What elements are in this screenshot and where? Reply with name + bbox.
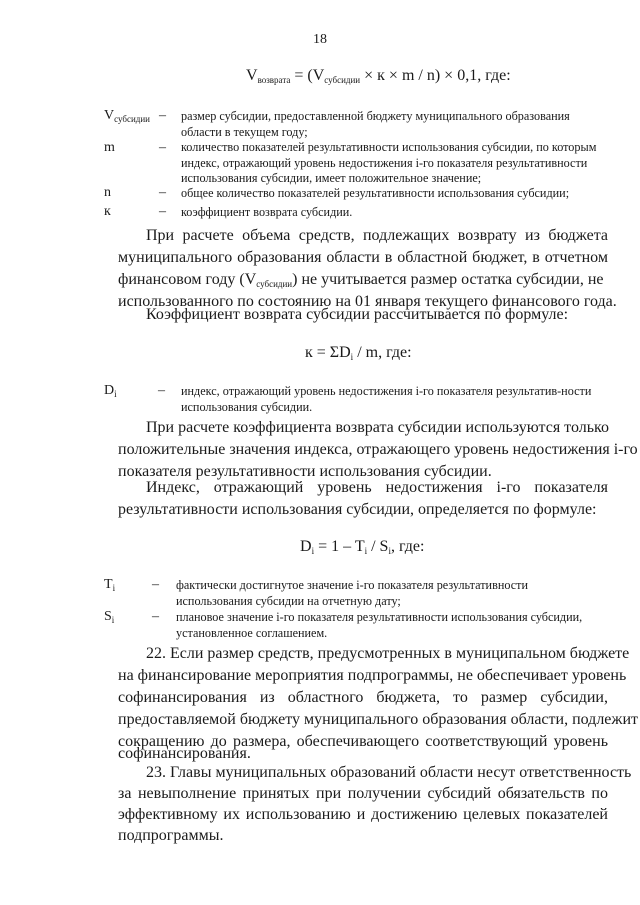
formula-symbol: V <box>246 67 258 84</box>
definition-text: размер субсидии, предоставленной бюджету муниципального образования области в текущем году; <box>181 109 570 139</box>
definition-dash: – <box>152 609 159 624</box>
definition-dash: – <box>159 204 166 219</box>
definition-dash: – <box>152 577 159 592</box>
paragraph-line: Индекс, отражающий уровень недостижения i-го показателя <box>146 479 608 496</box>
page-number: 18 <box>313 32 327 47</box>
paragraph-line: При расчете коэффициента возврата субсидии используются только <box>146 419 609 436</box>
definition-text: плановое значение i-го показателя результативности использования субсидии, установленное соглашением. <box>176 610 583 640</box>
formula-text: × к × m / n) × 0,1, где: <box>360 67 511 84</box>
definition-text: количество показателей результативности использования субсидии, по которым индекс, отражающий уровень недостижения i-го показателя результативности использования субсидии, имеет положительное значение; <box>181 140 597 185</box>
definition-symbol: $V_{субсидии}$ <box>104 108 150 124</box>
definition-text: фактически достигнутое значение i-го показателя результативности использования субсидии на отчетную дату; <box>176 578 529 608</box>
definition-symbol: $T_i$ <box>104 577 116 593</box>
paragraph-line: финансовом году $(V_{субсидии})$ не учитывается размер остатка субсидии, не <box>118 271 604 289</box>
formula-subscript: субсидии <box>324 75 361 85</box>
paragraph-line: Коэффициент возврата субсидии рассчитывается по формуле: <box>146 306 569 323</box>
definition-symbol: $D_i$ <box>104 383 117 399</box>
definition-symbol: к <box>104 204 111 219</box>
definition-symbol: $S_i$ <box>104 609 115 625</box>
paragraph-line: положительные значения индекса, отражающего уровень недостижения i-го <box>118 441 638 458</box>
formula-coefficient: $к = \Sigma D_i / m$, где: <box>305 344 412 362</box>
definition-text: общее количество показателей результативности использования субсидии; <box>181 186 570 200</box>
formula-text: = (V <box>290 67 325 84</box>
paragraph-line: на финансирование мероприятия подпрограммы, не обеспечивает уровень <box>118 667 627 684</box>
definition-dash: – <box>158 383 165 398</box>
paragraph-line: использованного по состоянию на 01 января текущего финансового года. <box>118 293 617 310</box>
paragraph-line: При расчете объема средств, подлежащих возврату из бюджета <box>146 227 608 244</box>
definition-dash: – <box>159 185 166 200</box>
definition-text: индекс, отражающий уровень недостижения i-го показателя результатив-ности использования субсидии. <box>181 384 592 414</box>
paragraph-line: за невыполнение принятых при получении субсидий обязательств по <box>118 785 608 802</box>
definition-dash: – <box>159 108 166 123</box>
formula-return-amount <box>246 67 511 85</box>
paragraph-line: показателя результативности использования субсидии. <box>118 463 492 480</box>
definition-text: коэффициент возврата субсидии. <box>181 205 353 219</box>
paragraph-line: эффективному их использованию и достижению целевых показателей <box>118 806 608 823</box>
definition-symbol: n <box>104 185 111 200</box>
definition-symbol: m <box>104 140 115 155</box>
paragraph-line: сокращению до размера, обеспечивающего соответствующий уровень <box>118 733 608 750</box>
paragraph-line: 22. Если размер средств, предусмотренных в муниципальном бюджете <box>146 645 630 662</box>
paragraph-line: предоставляемой бюджету муниципального образования области, подлежит <box>118 711 639 728</box>
formula-index: $D_i = 1 - T_i / S_i$, где: <box>300 538 425 556</box>
paragraph-line: софинансирования из областного бюджета, то размер субсидии, <box>118 689 608 706</box>
paragraph-line: муниципального образования области в областной бюджет, в отчетном <box>118 249 608 266</box>
formula-subscript: возврата <box>257 75 291 85</box>
paragraph-line: подпрограммы. <box>118 827 224 844</box>
definition-dash: – <box>159 140 166 155</box>
paragraph-line: софинансирования. <box>118 745 251 762</box>
paragraph-line: 23. Главы муниципальных образований области несут ответственность <box>146 764 632 781</box>
paragraph-line: результативности использования субсидии, определяется по формуле: <box>118 501 597 518</box>
